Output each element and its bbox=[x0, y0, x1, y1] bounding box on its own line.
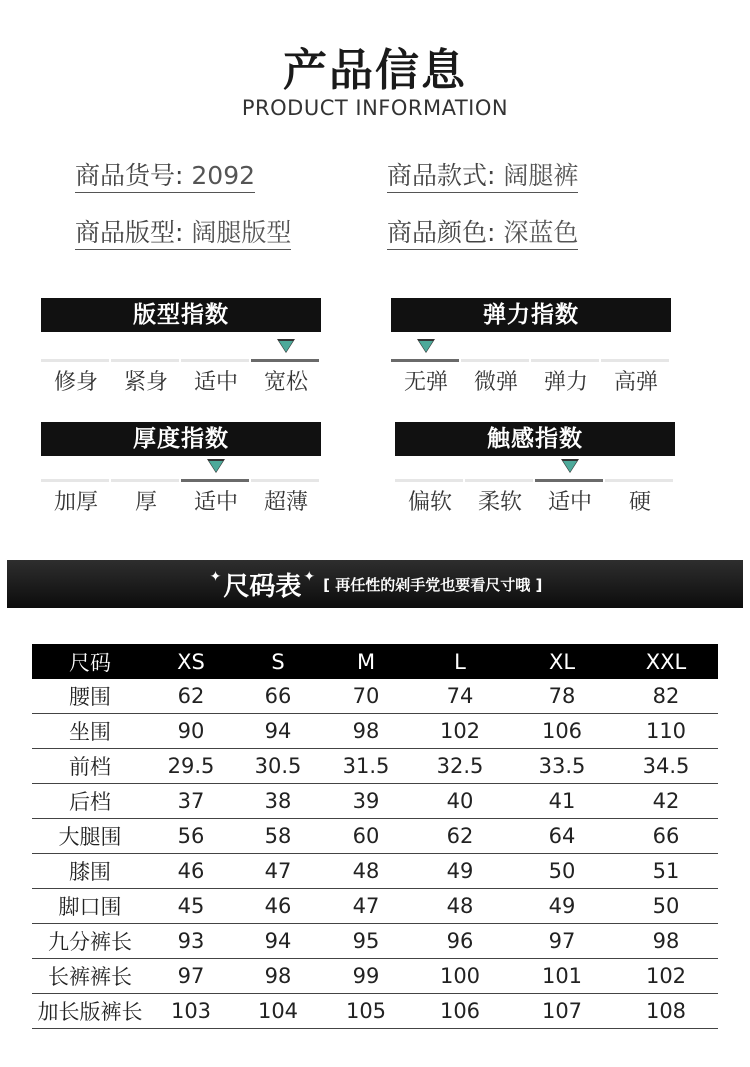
index-marker-icon bbox=[419, 341, 433, 352]
measure-value: 66 bbox=[234, 679, 322, 714]
measure-value: 98 bbox=[614, 924, 718, 959]
size-table-header bbox=[32, 644, 718, 679]
measure-value: 97 bbox=[510, 924, 614, 959]
sparkle-left-icon: ✦ bbox=[209, 569, 222, 585]
measure-value: 62 bbox=[410, 819, 510, 854]
index-segment bbox=[391, 359, 459, 362]
size-chart-title: 尺码表 bbox=[223, 572, 302, 602]
size-header-cell: XS bbox=[148, 644, 234, 679]
measure-value: 103 bbox=[148, 994, 234, 1029]
index-segment bbox=[395, 479, 463, 482]
measure-value: 47 bbox=[322, 889, 410, 924]
index-option-label: 厚 bbox=[134, 490, 157, 515]
measure-name: 腰围 bbox=[32, 679, 148, 714]
measure-value: 34.5 bbox=[614, 749, 718, 784]
measure-value: 48 bbox=[322, 854, 410, 889]
info-style bbox=[387, 160, 578, 193]
index-fit-scale bbox=[41, 340, 321, 400]
measure-value: 96 bbox=[410, 924, 510, 959]
page-subtitle: PRODUCT INFORMATION bbox=[241, 96, 509, 120]
index-option-label: 硬 bbox=[628, 490, 651, 515]
measure-value: 33.5 bbox=[510, 749, 614, 784]
measure-name: 坐围 bbox=[32, 714, 148, 749]
table-row bbox=[32, 994, 718, 1029]
index-marker-icon bbox=[209, 461, 223, 472]
measure-name: 长裤裤长 bbox=[32, 959, 148, 994]
index-option-label: 偏软 bbox=[407, 490, 452, 515]
measure-name: 九分裤长 bbox=[32, 924, 148, 959]
index-option-label: 柔软 bbox=[477, 490, 522, 515]
table-row bbox=[32, 959, 718, 994]
measure-value: 104 bbox=[234, 994, 322, 1029]
index-option-label: 修身 bbox=[53, 370, 98, 395]
index-option-label: 高弹 bbox=[613, 370, 658, 395]
measure-value: 32.5 bbox=[410, 749, 510, 784]
index-option-label: 弹力 bbox=[543, 370, 588, 395]
index-stretch-scale bbox=[391, 340, 671, 400]
measure-value: 101 bbox=[510, 959, 614, 994]
index-marker-icon bbox=[563, 461, 577, 472]
info-item-no bbox=[75, 160, 255, 193]
measure-value: 39 bbox=[322, 784, 410, 819]
measure-value: 70 bbox=[322, 679, 410, 714]
size-table bbox=[32, 644, 718, 1029]
size-chart-note: [ 再任性的剁手党也要看尺寸哦 ] bbox=[323, 576, 543, 594]
size-header-cell: S bbox=[234, 644, 322, 679]
measure-value: 102 bbox=[614, 959, 718, 994]
index-option-label: 加厚 bbox=[53, 490, 98, 515]
measure-value: 64 bbox=[510, 819, 614, 854]
table-row bbox=[32, 889, 718, 924]
measure-value: 66 bbox=[614, 819, 718, 854]
index-marker-icon bbox=[279, 341, 293, 352]
info-item-no-label: 商品货号: bbox=[75, 161, 184, 190]
measure-value: 90 bbox=[148, 714, 234, 749]
index-thickness-scale bbox=[41, 460, 321, 520]
index-option-label: 紧身 bbox=[123, 370, 168, 395]
index-segment bbox=[461, 359, 529, 362]
measure-value: 30.5 bbox=[234, 749, 322, 784]
measure-value: 98 bbox=[234, 959, 322, 994]
measure-value: 110 bbox=[614, 714, 718, 749]
index-segment bbox=[251, 359, 319, 362]
index-segment bbox=[111, 479, 179, 482]
index-option-label: 无弹 bbox=[403, 370, 448, 395]
info-style-label: 商品款式: bbox=[387, 161, 496, 190]
measure-value: 100 bbox=[410, 959, 510, 994]
info-fit-label: 商品版型: bbox=[75, 218, 184, 247]
measure-value: 99 bbox=[322, 959, 410, 994]
index-option-label: 微弹 bbox=[473, 370, 518, 395]
index-option-label: 适中 bbox=[193, 490, 238, 515]
measure-value: 46 bbox=[234, 889, 322, 924]
index-segment bbox=[41, 359, 109, 362]
index-segment bbox=[531, 359, 599, 362]
info-color-label: 商品颜色: bbox=[387, 218, 496, 247]
measure-value: 74 bbox=[410, 679, 510, 714]
index-segment bbox=[605, 479, 673, 482]
measure-value: 105 bbox=[322, 994, 410, 1029]
measure-value: 49 bbox=[510, 889, 614, 924]
measure-name: 加长版裤长 bbox=[32, 994, 148, 1029]
info-item-no-value: 2092 bbox=[191, 161, 256, 190]
measure-value: 42 bbox=[614, 784, 718, 819]
measure-value: 40 bbox=[410, 784, 510, 819]
index-touch-scale bbox=[395, 460, 675, 520]
index-option-label: 超薄 bbox=[263, 490, 308, 515]
info-fit-value: 阔腿版型 bbox=[191, 218, 292, 247]
index-segment bbox=[181, 479, 249, 482]
measure-value: 41 bbox=[510, 784, 614, 819]
index-fit-title: 版型指数 bbox=[41, 298, 321, 332]
measure-value: 38 bbox=[234, 784, 322, 819]
measure-value: 106 bbox=[410, 994, 510, 1029]
measure-name: 前档 bbox=[32, 749, 148, 784]
measure-value: 50 bbox=[614, 889, 718, 924]
index-option-label: 宽松 bbox=[263, 370, 308, 395]
size-header-cell: XXL bbox=[614, 644, 718, 679]
size-header-cell: XL bbox=[510, 644, 614, 679]
measure-name: 大腿围 bbox=[32, 819, 148, 854]
index-segment bbox=[41, 479, 109, 482]
measure-name: 膝围 bbox=[32, 854, 148, 889]
page-title: 产品信息 bbox=[283, 45, 467, 96]
index-segment bbox=[251, 479, 319, 482]
measure-value: 107 bbox=[510, 994, 614, 1029]
measure-value: 60 bbox=[322, 819, 410, 854]
index-option-label: 适中 bbox=[193, 370, 238, 395]
measure-value: 82 bbox=[614, 679, 718, 714]
index-segment bbox=[111, 359, 179, 362]
measure-value: 94 bbox=[234, 714, 322, 749]
measure-value: 78 bbox=[510, 679, 614, 714]
size-header-cell: L bbox=[410, 644, 510, 679]
measure-value: 93 bbox=[148, 924, 234, 959]
index-segment bbox=[181, 359, 249, 362]
measure-value: 62 bbox=[148, 679, 234, 714]
table-row bbox=[32, 819, 718, 854]
info-color bbox=[387, 217, 578, 250]
info-style-value: 阔腿裤 bbox=[503, 161, 579, 190]
measure-value: 29.5 bbox=[148, 749, 234, 784]
table-row bbox=[32, 924, 718, 959]
index-segment bbox=[465, 479, 533, 482]
measure-value: 98 bbox=[322, 714, 410, 749]
size-chart-banner bbox=[7, 560, 743, 608]
sparkle-right-icon: ✦ bbox=[303, 569, 316, 585]
measure-value: 95 bbox=[322, 924, 410, 959]
info-fit bbox=[75, 217, 291, 250]
table-row bbox=[32, 784, 718, 819]
table-row bbox=[32, 714, 718, 749]
measure-name: 脚口围 bbox=[32, 889, 148, 924]
measure-name: 后档 bbox=[32, 784, 148, 819]
measure-value: 46 bbox=[148, 854, 234, 889]
measure-value: 94 bbox=[234, 924, 322, 959]
measure-value: 49 bbox=[410, 854, 510, 889]
table-row bbox=[32, 749, 718, 784]
measure-value: 102 bbox=[410, 714, 510, 749]
measure-value: 47 bbox=[234, 854, 322, 889]
size-header-cell: M bbox=[322, 644, 410, 679]
index-stretch-title: 弹力指数 bbox=[391, 298, 671, 332]
measure-value: 45 bbox=[148, 889, 234, 924]
measure-value: 56 bbox=[148, 819, 234, 854]
measure-value: 48 bbox=[410, 889, 510, 924]
measure-value: 97 bbox=[148, 959, 234, 994]
measure-value: 108 bbox=[614, 994, 718, 1029]
measure-value: 106 bbox=[510, 714, 614, 749]
measure-value: 58 bbox=[234, 819, 322, 854]
index-segment bbox=[535, 479, 603, 482]
measure-value: 37 bbox=[148, 784, 234, 819]
info-color-value: 深蓝色 bbox=[503, 218, 579, 247]
size-header-cell: 尺码 bbox=[32, 644, 148, 679]
index-option-label: 适中 bbox=[547, 490, 592, 515]
measure-value: 31.5 bbox=[322, 749, 410, 784]
index-thickness-title: 厚度指数 bbox=[41, 422, 321, 456]
table-row bbox=[32, 679, 718, 714]
index-touch-title: 触感指数 bbox=[395, 422, 675, 456]
index-segment bbox=[601, 359, 669, 362]
measure-value: 50 bbox=[510, 854, 614, 889]
measure-value: 51 bbox=[614, 854, 718, 889]
table-row bbox=[32, 854, 718, 889]
